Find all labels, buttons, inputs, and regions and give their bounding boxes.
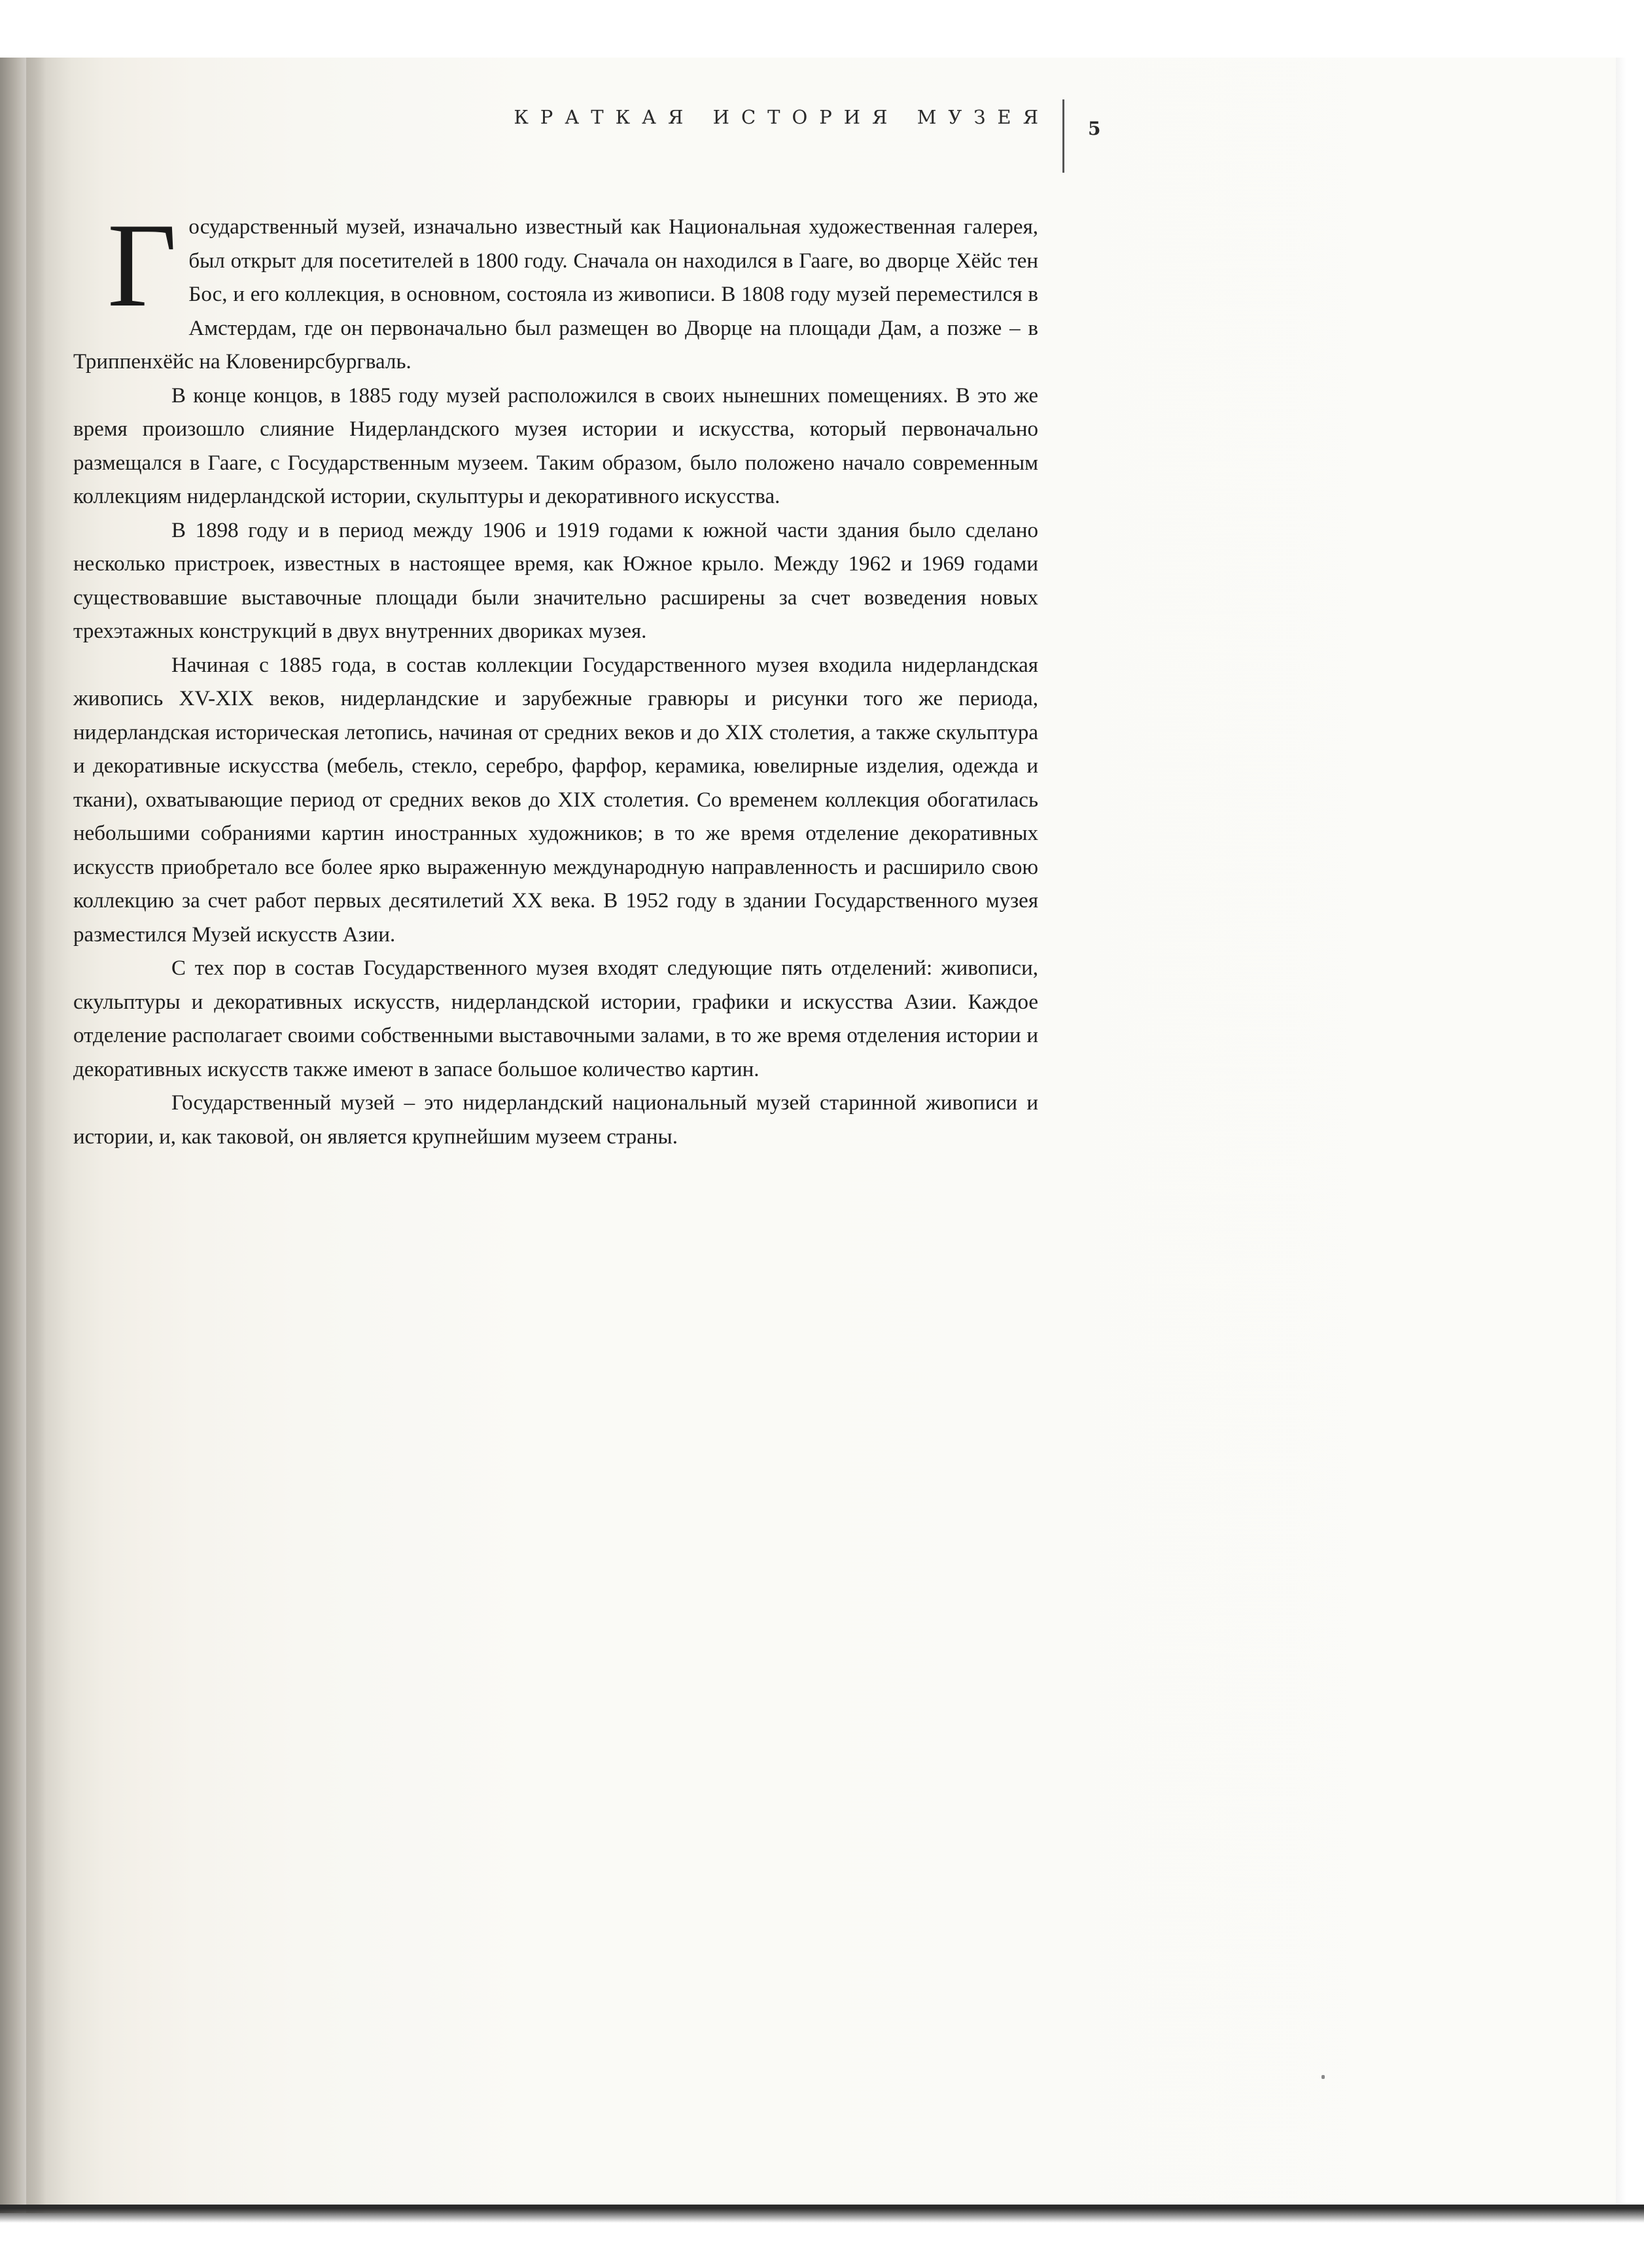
- page-edge: [1616, 58, 1626, 2213]
- spine-shadow: [0, 58, 46, 2213]
- drop-cap: Г: [107, 198, 177, 332]
- paragraph-6: Государственный музей – это нидерландский национальный музей старинной живописи и истории, и, как таковой, он является крупнейшим музеем страны.: [73, 1091, 1038, 1149]
- paragraph-4: Начиная с 1885 года, в состав коллекции Государственного музея входила нидерландская живопись XV-XIX веков, нидерландские и зарубежные гравюры и рисунки того же периода, нидерландская историческая летопись, начиная от средних веков и до XIX столетия, а также скульптура и декоративные искусства (мебель, стекло, серебро, фарфор, керамика, ювелирные изделия, одежда и ткани), охватывающие период от средних веков до XIX столетия. Со временем коллекция обогатилась небольшими собраниями картин иностранных художников; в то же время отделение декоративных искусств приобретало все более ярко выраженную международную направленность и расширило свою коллекцию за счет работ первых десятилетий XX века. В 1952 году в здании Государственного музея разместился Музей искусств Азии.: [73, 653, 1038, 947]
- header-divider: [1062, 99, 1064, 173]
- bottom-edge-shadow: [0, 2205, 1644, 2223]
- paragraph-5: С тех пор в состав Государственного музея входят следующие пять отделений: живописи, скульптуры и декоративных искусств, нидерландской истории, графики и искусства Азии. Каждое отделение располагает своими собственными выставочными залами, в то же время отделения истории и декоративных искусств также имеют в запасе большое количество картин.: [73, 956, 1038, 1081]
- paragraph-2: В конце концов, в 1885 году музей расположился в своих нынешних помещениях. В это же время произошло слияние Нидерландского музея истории и искусства, который первоначально размещался в Гааге, с Государственным музеем. Таким образом, было положено начало современным коллекциям нидерландской истории, скульптуры и декоративного искусства.: [73, 383, 1038, 508]
- article-body: [73, 198, 1038, 1154]
- paragraph-1-text: осударственный музей, изначально известный как Национальная художественная галерея, был открыт для посетителей в 1800 году. Сначала он находился в Гааге, во дворце Хёйс тен Бос, и его коллекция, в основном, состояла из живописи. В 1808 году музей переместился в Амстердам, где он первоначально был размещен во Дворце на площади Дам, а позже – в Триппенхёйс на Кловенирсбургваль.: [73, 215, 1038, 374]
- page-number: 5: [1088, 118, 1101, 139]
- paragraph-1: [73, 198, 1038, 379]
- scan-speck: [1321, 2075, 1325, 2079]
- paragraph-3: В 1898 году и в период между 1906 и 1919 годами к южной части здания было сделано несколько пристроек, известных в настоящее время, как Южное крыло. Между 1962 и 1969 годами существовавшие выставочные площади были значительно расширены за счет возведения новых трехэтажных конструкций в двух внутренних двориках музея.: [73, 518, 1038, 643]
- running-title: КРАТКАЯ ИСТОРИЯ МУЗЕЯ: [514, 106, 1050, 128]
